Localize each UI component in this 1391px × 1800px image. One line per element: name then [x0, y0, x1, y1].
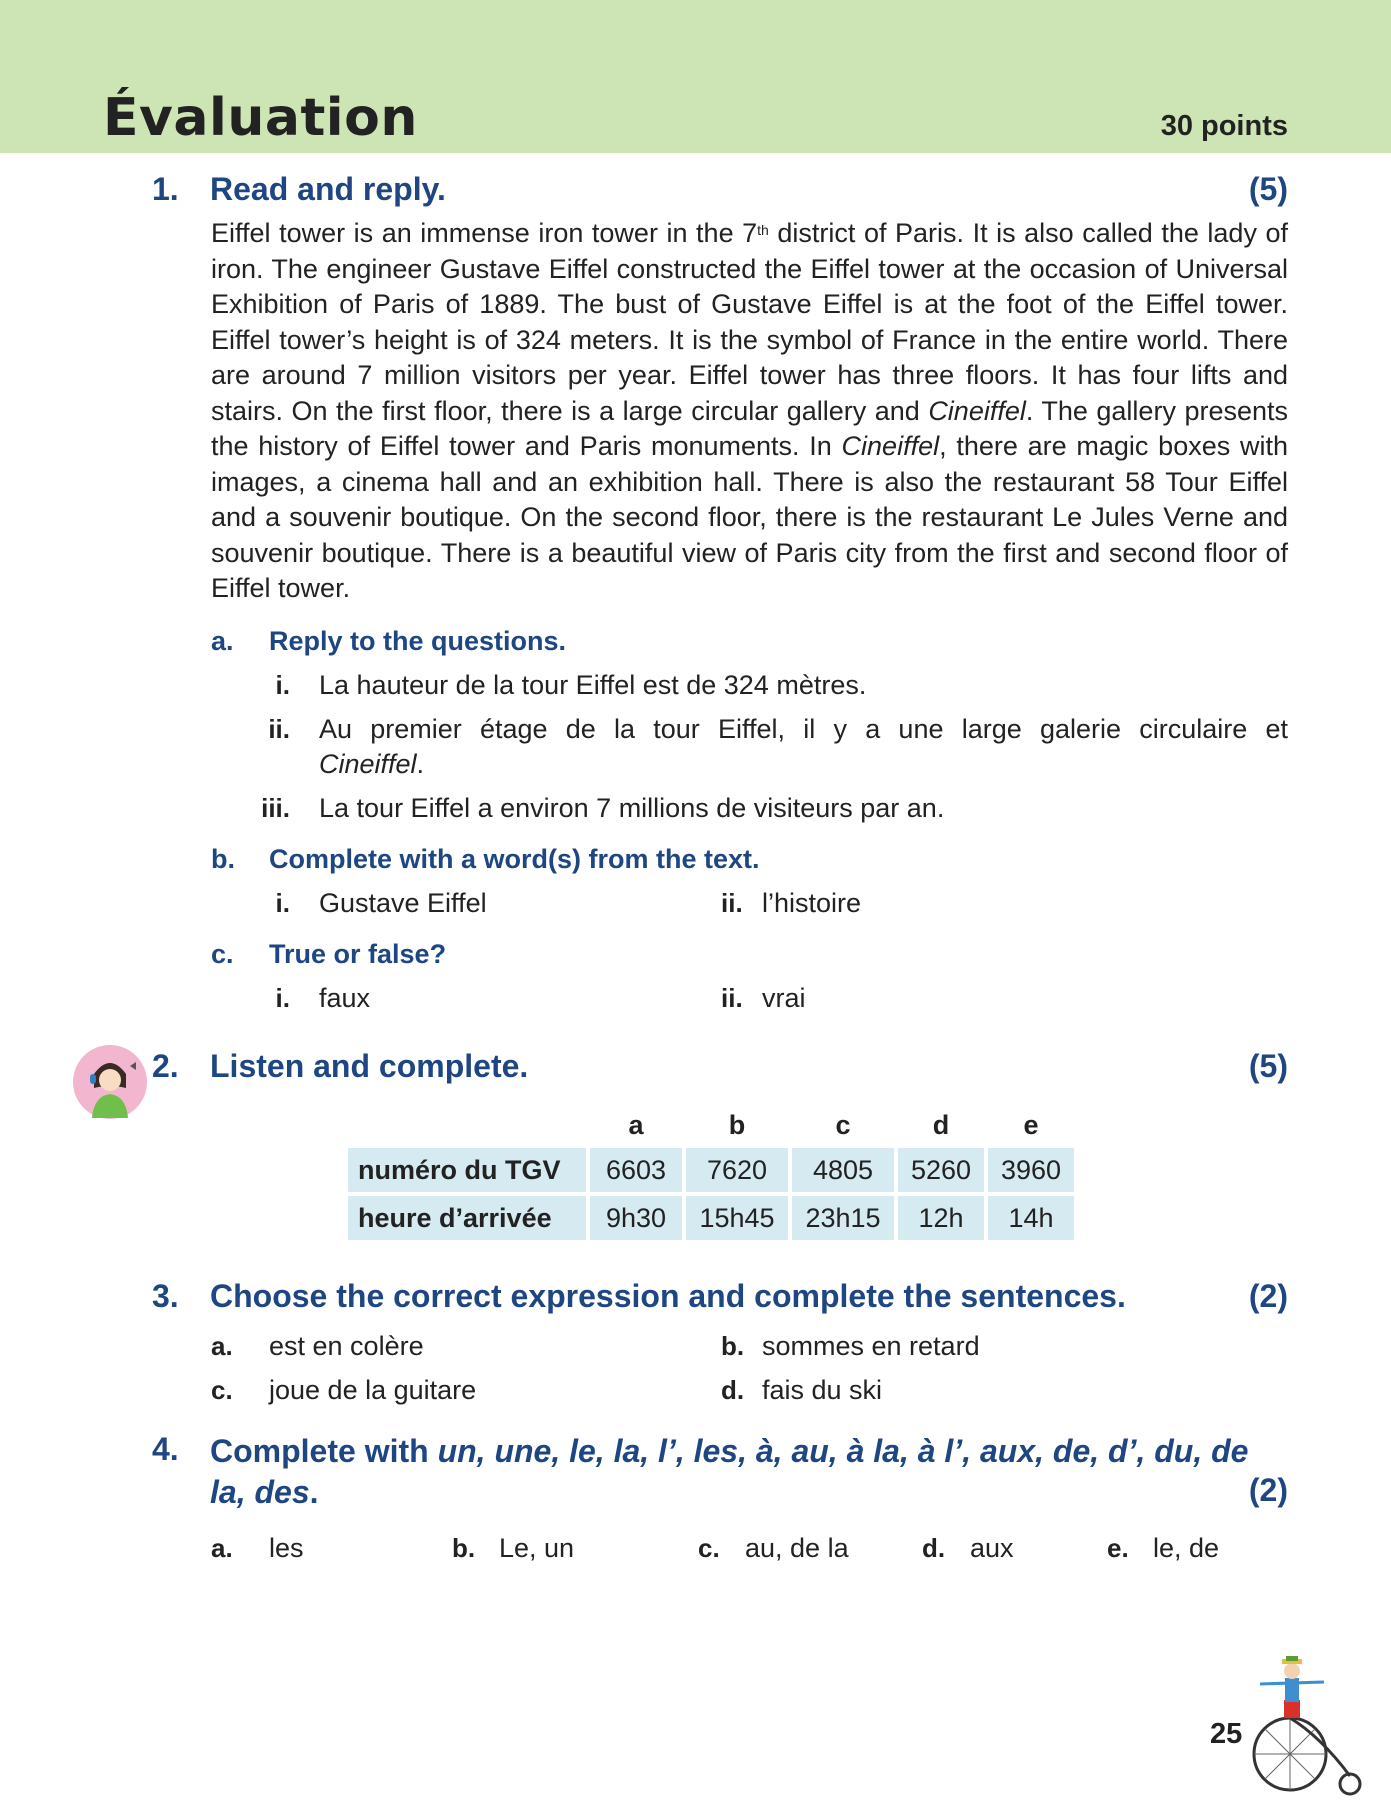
table-cell: 3960 [988, 1148, 1074, 1192]
answer-3d-label: d. [721, 1375, 745, 1405]
passage-part-4: , there are magic boxes with images, a cinema hall and an exhibition hall. There is also the restaurant 58 Tour Eiffel and a souvenir boutique. On the second floor, there is the restaurant Le Jules Verne and souvenir boutique. There is a beautiful view of Paris city from the first and second floor of Eiffel tower. [211, 431, 1288, 603]
reading-passage [211, 216, 1288, 607]
answer-4b-label: b. [452, 1533, 476, 1563]
answer-4b-text: Le, un [499, 1533, 575, 1563]
subquestion-a-letter: a. [211, 626, 234, 656]
table-cell: 4805 [792, 1148, 894, 1192]
table-header-row [348, 1106, 1074, 1144]
question-3-title: Choose the correct expression and complete the sentences. [210, 1278, 1126, 1314]
tgv-table [344, 1102, 1078, 1244]
answer-b-ii-label: ii. [721, 888, 743, 918]
answer-c-i-label: i. [275, 983, 290, 1013]
answer-4c-label: c. [698, 1533, 720, 1563]
answer-c-i-text: faux [319, 983, 371, 1013]
answer-a-ii-label: ii. [268, 714, 290, 744]
table-col-a: a [628, 1109, 644, 1140]
answer-4e-text: le, de [1153, 1533, 1220, 1563]
table-col-c: c [835, 1109, 851, 1140]
answer-a-iii-text: La tour Eiffel a environ 7 millions de visiteurs par an. [319, 793, 945, 823]
answer-4a-text: les [269, 1533, 304, 1563]
table-col-e: e [1023, 1109, 1039, 1140]
question-2-marks: (5) [1248, 1048, 1288, 1084]
table-cell: 5260 [898, 1148, 984, 1192]
answer-4c-text: au, de la [745, 1533, 849, 1563]
answer-4d-label: d. [922, 1533, 946, 1563]
answer-4a-label: a. [211, 1533, 233, 1563]
answer-4d-text: aux [970, 1533, 1014, 1563]
table-cell: 12h [898, 1196, 984, 1240]
table-cell: 14h [988, 1196, 1074, 1240]
answer-a-i-label: i. [275, 670, 290, 700]
answer-3d-text: fais du ski [762, 1375, 883, 1405]
table-row-label: numéro du TGV [348, 1148, 586, 1192]
answer-a-ii-italic: Cineiffel [319, 749, 417, 779]
subquestion-c-letter: c. [211, 939, 234, 969]
answer-3c-text: joue de la guitare [269, 1375, 477, 1405]
answer-a-i-text: La hauteur de la tour Eiffel est de 324 mètres. [319, 670, 867, 700]
answer-c-ii-label: ii. [721, 983, 743, 1013]
question-4-title [210, 1431, 1288, 1513]
question-3-marks: (2) [1248, 1278, 1288, 1314]
answer-a-iii-label: iii. [261, 793, 290, 823]
table-corner [348, 1106, 586, 1144]
listening-girl-icon [72, 1044, 148, 1120]
table-col-d: d [932, 1109, 950, 1140]
table-cell: 9h30 [590, 1196, 682, 1240]
question-1-marks: (5) [1248, 171, 1288, 207]
passage-part-2: district of Paris. It is also called the lady of iron. The engineer Gustave Eiffel constructed the Eiffel tower at the occasion of Universal Exhibition of Paris of 1889. The bust of Gustave Eiffel is at the foot of the Eiffel tower. Eiffel tower’s height is of 324 meters. It is the symbol of France in the entire world. There are around 7 million visitors per year. Eiffel tower has three floors. It has four lifts and stairs. On the first floor, there is a large circular gallery and [211, 218, 1289, 426]
answer-4e-label: e. [1107, 1533, 1129, 1563]
question-4-title-end: . [309, 1474, 319, 1510]
answer-a-ii-text: Au premier étage de la tour Eiffel, il y a une large galerie circulaire et [319, 714, 1288, 744]
question-4-title-words: un, une, le, la, l’, les, à, au, à la, à l’, aux, de, d’, du, de la, des [210, 1433, 1249, 1510]
answer-a-ii-continued [319, 749, 424, 780]
question-1-number: 1. [152, 171, 179, 207]
table-cell: 23h15 [792, 1196, 894, 1240]
answer-3a-text: est en colère [269, 1331, 424, 1361]
table-row [348, 1196, 1074, 1240]
table-cell: 15h45 [686, 1196, 788, 1240]
subquestion-b-title: Complete with a word(s) from the text. [269, 844, 760, 874]
page-title: Évaluation [103, 88, 418, 148]
answer-a-ii-end: . [416, 749, 425, 779]
passage-cineiffel-1: Cineiffel [928, 395, 1026, 426]
passage-cineiffel-2: Cineiffel [841, 431, 940, 461]
passage-part-3: . The gallery presents the history of Eiffel tower and Paris monuments. In [211, 395, 1288, 461]
penny-farthing-cyclist-icon [1240, 1656, 1370, 1796]
answer-b-i-text: Gustave Eiffel [319, 888, 487, 918]
question-3-number: 3. [152, 1278, 179, 1314]
answer-b-ii-text: l’histoire [762, 888, 862, 918]
answer-3a-label: a. [211, 1331, 233, 1361]
answer-3c-label: c. [211, 1375, 233, 1405]
subquestion-c-title: True or false? [269, 939, 447, 969]
question-2-number: 2. [152, 1048, 179, 1084]
table-cell: 7620 [686, 1148, 788, 1192]
total-points: 30 points [1160, 110, 1288, 142]
table-row-label: heure d’arrivée [348, 1196, 586, 1240]
question-4-title-prefix: Complete with [210, 1433, 438, 1469]
question-4-marks: (2) [1248, 1472, 1288, 1508]
answer-b-i-label: i. [275, 888, 290, 918]
answer-c-ii-text: vrai [762, 983, 806, 1013]
answer-3b-label: b. [721, 1331, 745, 1361]
subquestion-a-title: Reply to the questions. [269, 626, 567, 656]
question-1-title: Read and reply. [210, 171, 446, 207]
table-row [348, 1148, 1074, 1192]
answer-3b-text: sommes en retard [762, 1331, 980, 1361]
passage-superscript: th [757, 222, 769, 238]
table-cell: 6603 [590, 1148, 682, 1192]
question-4-number: 4. [152, 1431, 179, 1467]
question-2-title: Listen and complete. [210, 1048, 529, 1084]
subquestion-b-letter: b. [211, 844, 235, 874]
page-number: 25 [1210, 1718, 1243, 1750]
passage-part-1: Eiffel tower is an immense iron tower in the 7 [211, 218, 758, 248]
table-col-b: b [728, 1109, 746, 1140]
